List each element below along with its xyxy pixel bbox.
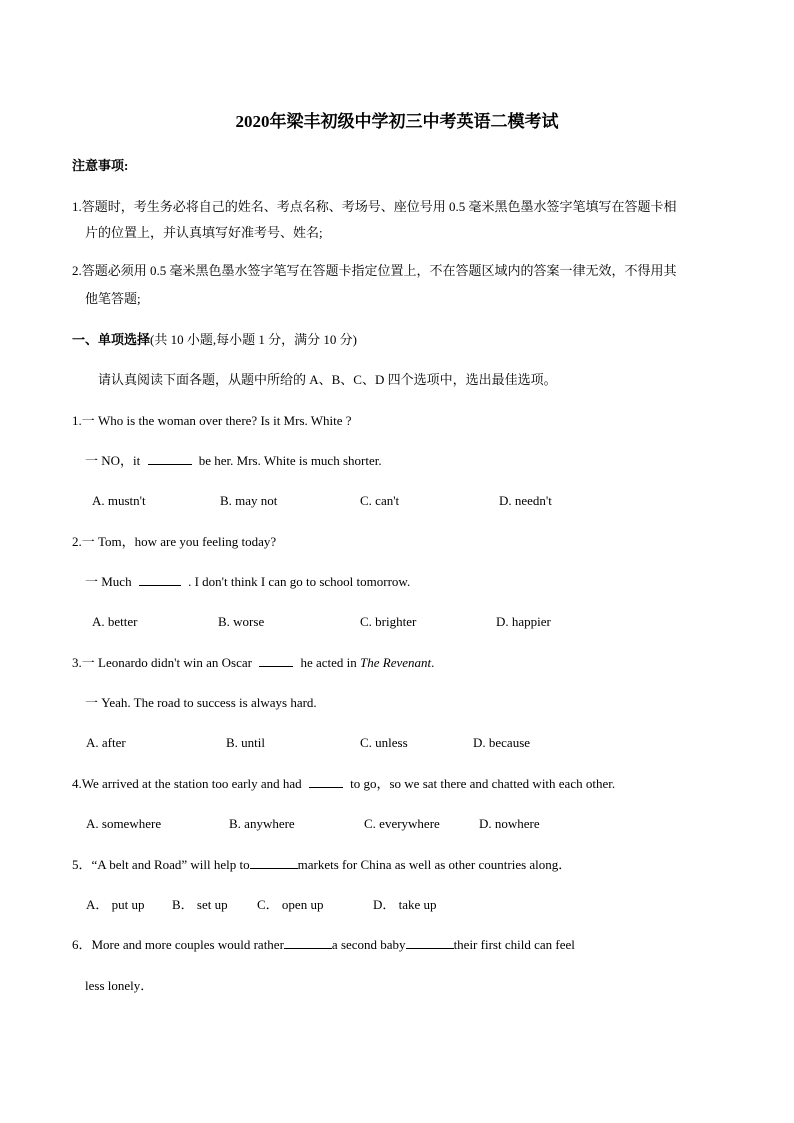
question-4-prompt [72, 775, 615, 793]
question-1-reply-start: 一 NO，it [85, 453, 141, 468]
question-1-option-a: A. mustn't [92, 493, 146, 508]
answer-blank [259, 654, 293, 667]
question-3-option-c: C. unless [360, 735, 408, 750]
question-2-reply-start: 一 Much [85, 574, 132, 589]
movie-title: The Revenant [360, 655, 432, 670]
question-6-prompt-start: 6．More and more couples would rather [72, 937, 284, 952]
question-5-option-a: A． put up [86, 897, 145, 912]
question-1-reply-end: be her. Mrs. White is much shorter. [198, 453, 382, 468]
notice-item-1-line-2: 片的位置上，并认真填写好准考号、姓名; [85, 225, 323, 240]
question-2-option-a: A. better [92, 614, 138, 629]
question-2-option-b: B. worse [218, 614, 265, 629]
question-3-option-b: B. until [226, 735, 266, 750]
section-1-heading [72, 331, 357, 349]
question-5-option-d: D． take up [373, 897, 437, 912]
question-1-option-c: C. can't [360, 493, 400, 508]
question-5-prompt-end: markets for China as well as other countries along． [297, 857, 572, 872]
question-6-prompt-end: their first child can feel [453, 937, 575, 952]
section-1-instruction: 请认真阅读下面各题，从题中所给的 A、B、C、D 四个选项中，选出最佳选项。 [98, 372, 557, 387]
question-3-prompt-start: 3.一 Leonardo didn't win an Oscar [72, 655, 252, 670]
notice-item-1-line-1: 1.答题时，考生务必将自己的姓名、考点名称、考场号、座位号用 0.5 毫米黑色墨水签字笔填写在答题卡相 [72, 199, 677, 214]
question-2-option-d: D. happier [496, 614, 551, 629]
notice-item-2-line-2: 他笔答题; [85, 291, 141, 306]
answer-blank [406, 936, 454, 949]
question-3-prompt [72, 654, 434, 672]
question-6-continuation: less lonely． [85, 978, 154, 993]
page-title: 2020年梁丰初级中学初三中考英语二模考试 [235, 112, 559, 131]
question-2-reply-end: . I don't think I can go to school tomorrow. [188, 574, 411, 589]
question-5-option-b: B． set up [172, 897, 228, 912]
section-1-heading-scoring: (共 10 小题,每小题 1 分，满分 10 分) [150, 332, 357, 347]
question-2-option-c: C. brighter [360, 614, 417, 629]
question-3-prompt-middle: he acted in [300, 655, 357, 670]
question-6-prompt [72, 936, 575, 954]
question-1-option-d: D. needn't [499, 493, 552, 508]
question-1-option-b: B. may not [220, 493, 278, 508]
answer-blank [139, 573, 181, 586]
question-6-prompt-middle: a second baby [331, 937, 406, 952]
question-4-option-b: B. anywhere [229, 816, 295, 831]
answer-blank [148, 452, 192, 465]
notice-item-2-line-1: 2.答题必须用 0.5 毫米黑色墨水签字笔写在答题卡指定位置上，不在答题区域内的答案一律无效，不得用其 [72, 263, 677, 278]
question-2-reply [85, 573, 410, 591]
question-4-option-c: C. everywhere [364, 816, 440, 831]
question-5-option-c: C． open up [257, 897, 324, 912]
section-1-heading-label: 一、单项选择 [72, 332, 151, 347]
question-1-reply [85, 452, 382, 470]
notice-heading: 注意事项: [72, 158, 129, 173]
question-4-prompt-end: to go，so we sat there and chatted with each other. [350, 776, 616, 791]
question-4-option-a: A. somewhere [86, 816, 162, 831]
question-4-option-d: D. nowhere [479, 816, 540, 831]
answer-blank [284, 936, 332, 949]
question-4-prompt-start: 4.We arrived at the station too early and had [72, 776, 302, 791]
question-3-prompt-end: . [431, 655, 435, 670]
question-3-reply: 一 Yeah. The road to success is always hard. [85, 695, 317, 710]
question-3-option-a: A. after [86, 735, 126, 750]
question-3-option-d: D. because [473, 735, 531, 750]
answer-blank [250, 856, 298, 869]
answer-blank [309, 775, 343, 788]
question-2-prompt: 2.一 Tom，how are you feeling today? [72, 534, 277, 549]
question-5-prompt-start: 5．“A belt and Road” will help to [72, 857, 250, 872]
question-1-prompt: 1.一 Who is the woman over there? Is it Mrs. White ? [72, 413, 352, 428]
question-5-prompt [72, 856, 571, 874]
